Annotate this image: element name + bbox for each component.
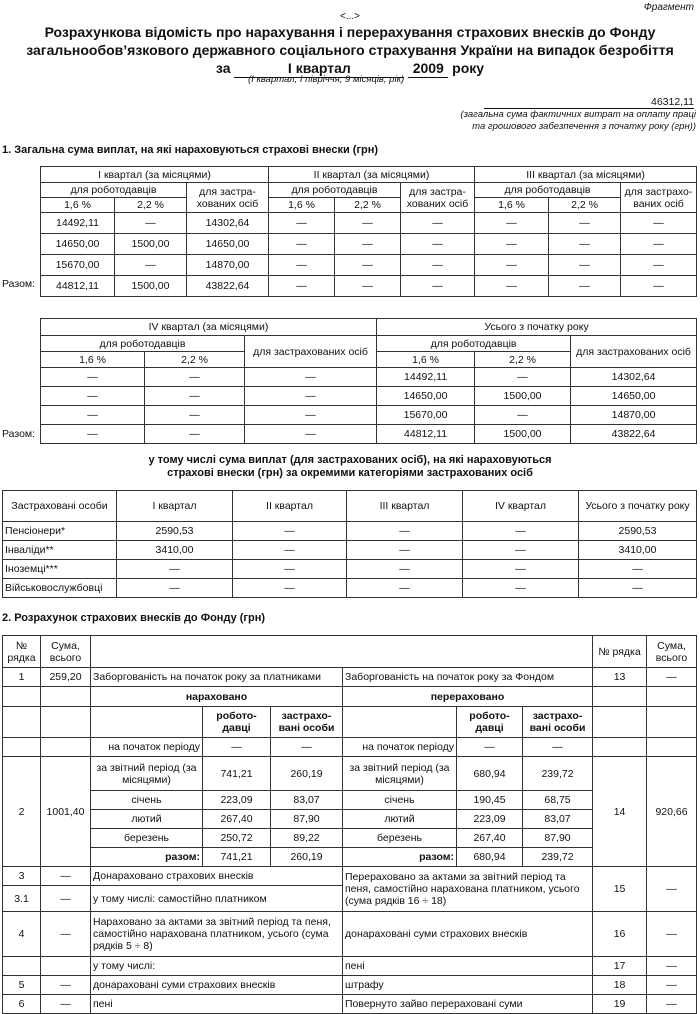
cell [3,687,41,707]
table-row [3,541,697,560]
row-text: Перераховано за актами за звітний період та пеня, самостійно нарахована платником, усього (сума рядків 16 ÷ 18) [343,867,593,912]
cell: 741,21 [203,848,271,867]
table-row [3,687,697,707]
section2-title: 2. Розрахунок страхових внесків до Фонду (грн) [2,612,266,624]
row-text: пені [91,995,343,1014]
month-label: січень [343,791,457,810]
cell: 741,21 [203,757,271,791]
cell: — [41,368,145,387]
accrued-header: нараховано [91,687,343,707]
cell: 250,72 [203,829,271,848]
cell: 14302,64 [187,213,269,234]
cell [41,738,91,757]
table-row [3,560,697,579]
cell: — [245,406,377,425]
q1-employers: для роботодавців [41,183,187,198]
table-row [41,213,697,234]
cell: — [621,213,697,234]
rate-2-2: 2,2 % [145,352,245,368]
table-row [3,579,697,598]
table-row [3,957,697,976]
cell: 14650,00 [187,234,269,255]
title-line-2: загальнообов’язкового державного соціального страхування України на випадок безробіття [26,42,674,58]
rate-1-6: 1,6 % [269,198,335,213]
cell: — [523,738,593,757]
fragment-label: Фрагмент [643,2,694,13]
insured-header: застрахо- вані особи [271,707,343,738]
col-q2: II квартал [233,491,347,522]
cell: — [115,255,187,276]
cell: — [335,255,401,276]
table-row [41,368,697,387]
cell: 239,72 [523,757,593,791]
q1-header: I квартал (за місяцями) [41,167,269,183]
cell: 190,45 [457,791,523,810]
cell: 3410,00 [579,541,697,560]
row-no: 6 [3,995,41,1014]
row-text: Заборгованість на початок року за Фондом [343,668,593,687]
table-row [3,738,697,757]
row-no: 3.1 [3,886,41,912]
month-label: лютий [343,810,457,829]
cell: 83,07 [523,810,593,829]
category-name: Військовослужбовці [3,579,117,598]
row-no: 18 [593,976,647,995]
row-text: Повернуто зайво перераховані суми [343,995,593,1014]
cell: 267,40 [457,829,523,848]
categories-table [2,490,697,598]
employers-header: робото- давці [457,707,523,738]
row-text: штрафу [343,976,593,995]
table-row [3,912,697,957]
row-sum: 1001,40 [41,757,91,867]
title-roku: року [452,60,485,76]
cell: — [621,255,697,276]
row-text: донараховані суми страхових внесків [343,912,593,957]
cell: 1500,00 [115,276,187,297]
cell: — [145,406,245,425]
cell: — [579,560,697,579]
cell: — [245,368,377,387]
category-name: Пенсіонери* [3,522,117,541]
cell: — [335,213,401,234]
category-name: Іноземці*** [3,560,117,579]
cell: — [245,425,377,444]
rate-2-2: 2,2 % [475,352,571,368]
col-q4: IV квартал [463,491,579,522]
row-sum: 920,66 [647,757,697,867]
section1-title: 1. Загальна сума виплат, на які нараховуються страхові внески (грн) [2,144,379,156]
rate-1-6: 1,6 % [41,352,145,368]
col-persons: Застраховані особи [3,491,117,522]
period-hint: (I квартал, I півріччя, 9 місяців, рік) [248,74,405,85]
cell: — [41,387,145,406]
cell: — [347,579,463,598]
cell: — [475,234,549,255]
rate-2-2: 2,2 % [335,198,401,213]
total-label-b: Разом: [2,428,36,440]
row-no: 15 [593,867,647,912]
q1-insured: для застра- хованих осіб [187,183,269,213]
month-label: січень [91,791,203,810]
cell: — [475,255,549,276]
cell: — [457,738,523,757]
total-label: разом: [91,848,203,867]
cell: — [335,234,401,255]
cell: 223,09 [457,810,523,829]
total-label: разом: [343,848,457,867]
q3-employers: для роботодавців [475,183,621,198]
table-row-total [3,848,697,867]
cell: — [463,579,579,598]
row-text: Нараховано за актами за звітний період та пеня, самостійно нарахована платником, усього (сума рядків 5 ÷ 8) [91,912,343,957]
q3-header: III квартал (за місяцями) [475,167,697,183]
cell [593,687,647,707]
cell: 15670,00 [41,255,115,276]
row-text: на початок періоду [343,738,457,757]
row-no: 17 [593,957,647,976]
cell [647,738,697,757]
row-no: 19 [593,995,647,1014]
cell: — [621,234,697,255]
cell: — [145,425,245,444]
cell: 1500,00 [115,234,187,255]
cell: — [549,234,621,255]
cell: 14870,00 [571,406,697,425]
ytd-insured: для застрахованих осіб [571,336,697,368]
cell: — [475,276,549,297]
month-label: лютий [91,810,203,829]
cell: 1500,00 [475,387,571,406]
cell: — [245,387,377,406]
cell: 14492,11 [377,368,475,387]
rate-1-6: 1,6 % [377,352,475,368]
cell [91,707,203,738]
q4-header: IV квартал (за місяцями) [41,319,377,336]
cell: — [463,541,579,560]
cell [3,738,41,757]
q2-insured: для застра- хованих осіб [401,183,475,213]
cell: — [401,213,475,234]
cell: — [269,213,335,234]
cell: 44812,11 [377,425,475,444]
cell: — [401,234,475,255]
row-text: Донараховано страхових внесків [91,867,343,886]
cell: — [41,406,145,425]
table-row [3,976,697,995]
row-text: за звітний період (за місяцями) [343,757,457,791]
table-row [41,255,697,276]
row-text: пені [343,957,593,976]
table-row [41,406,697,425]
q3-insured: для застрахо- ваних осіб [621,183,697,213]
cell: — [549,255,621,276]
ytd-employers: для роботодавців [377,336,571,352]
cell: — [271,738,343,757]
q4-employers: для роботодавців [41,336,245,352]
cell: — [233,522,347,541]
payments-table-q4-ytd [40,318,697,444]
cell: 3410,00 [117,541,233,560]
col-sum: Сума, всього [41,636,91,668]
cell: — [41,425,145,444]
cell: — [233,579,347,598]
row-sum: — [41,995,91,1014]
row-text: Заборгованість на початок року за платниками [91,668,343,687]
row-no: 3 [3,867,41,886]
cell: — [401,255,475,276]
cell [593,738,647,757]
cell [3,707,41,738]
title-za: за [215,60,231,76]
period-value: I квартал [234,59,404,78]
cell: — [233,560,347,579]
cell: — [463,522,579,541]
cell: 14650,00 [41,234,115,255]
row-sum: — [647,912,697,957]
cell: 43822,64 [571,425,697,444]
row-sum: — [647,995,697,1014]
col-row-no-right: № рядка [593,636,647,668]
cell: — [463,560,579,579]
table-row [41,387,697,406]
col-ytd: Усього з початку року [579,491,697,522]
row-sum: — [647,668,697,687]
cell: — [145,368,245,387]
cell: 14650,00 [377,387,475,406]
row-no: 13 [593,668,647,687]
cell: — [335,276,401,297]
row-text: донараховані суми страхових внесків [91,976,343,995]
table-row [3,668,697,687]
cell: — [347,522,463,541]
row-sum: — [41,976,91,995]
payments-table-q1-q3 [40,166,697,297]
table-row [3,867,697,886]
rate-1-6: 1,6 % [475,198,549,213]
q2-employers: для роботодавців [269,183,401,198]
cell: — [347,560,463,579]
cell: 223,09 [203,791,271,810]
row-no: 2 [3,757,41,867]
cell: 2590,53 [117,522,233,541]
title-line-1: Розрахункова відомість про нарахування і перерахування страхових внесків до Фонду [44,24,656,40]
categories-title-1: у тому числі сума виплат (для застрахованих осіб), на які нараховуються [148,454,552,466]
q2-header: II квартал (за місяцями) [269,167,475,183]
table-row-total [41,425,697,444]
cell: — [233,541,347,560]
cell: 260,19 [271,848,343,867]
row-sum: — [647,957,697,976]
year-value: 2009 [408,59,448,78]
table-row [3,757,697,791]
header-blank [91,636,593,668]
cell [41,687,91,707]
cell: 87,90 [271,810,343,829]
category-name: Інваліди** [3,541,117,560]
cell: 14302,64 [571,368,697,387]
cell: — [549,276,621,297]
row-sum: — [41,886,91,912]
rate-2-2: 2,2 % [549,198,621,213]
row-text: за звітний період (за місяцями) [91,757,203,791]
cell: 267,40 [203,810,271,829]
row-text: у тому числі: самостійно платником [91,886,343,912]
row-sum: — [41,867,91,886]
contributions-table [2,635,697,1014]
row-text: на початок періоду [91,738,203,757]
row-sum: — [647,867,697,912]
cell: 87,90 [523,829,593,848]
row-sum: — [41,912,91,957]
cell: 239,72 [523,848,593,867]
cell: — [621,276,697,297]
cell: — [203,738,271,757]
col-sum-right: Сума, всього [647,636,697,668]
total-costs-note-2: та грошового забезпечення з початку року (грн)) [472,121,696,132]
ytd-header: Усього з початку року [377,319,697,336]
cell [343,707,457,738]
cell: 83,07 [271,791,343,810]
table-row [41,234,697,255]
cell: — [117,560,233,579]
cell: 89,22 [271,829,343,848]
table-row [3,829,697,848]
table-row [3,791,697,810]
total-label-a: Разом: [2,278,36,290]
cell: 44812,11 [41,276,115,297]
cell: — [475,406,571,425]
cell: 2590,53 [579,522,697,541]
cell [41,707,91,738]
cell [3,957,41,976]
table-row [3,707,697,738]
row-no: 4 [3,912,41,957]
cell [647,687,697,707]
cell: — [145,387,245,406]
cell: — [579,579,697,598]
cell: — [115,213,187,234]
month-label: березень [343,829,457,848]
cell: — [347,541,463,560]
row-no: 1 [3,668,41,687]
cell: — [549,213,621,234]
transferred-header: перераховано [343,687,593,707]
cell: 68,75 [523,791,593,810]
cell: 14870,00 [187,255,269,276]
cell [593,707,647,738]
rate-1-6: 1,6 % [41,198,115,213]
cell: — [117,579,233,598]
cell: 1500,00 [475,425,571,444]
cell [41,957,91,976]
insured-header: застрахо- вані особи [523,707,593,738]
cell: 680,94 [457,848,523,867]
row-no: 14 [593,757,647,867]
cell: 15670,00 [377,406,475,425]
table-row [3,522,697,541]
cell: 260,19 [271,757,343,791]
cell: 680,94 [457,757,523,791]
employers-header: робото- давці [203,707,271,738]
cell: — [475,213,549,234]
ellipsis: <...> [339,11,360,22]
table-row [3,995,697,1014]
rate-2-2: 2,2 % [115,198,187,213]
cell: — [269,234,335,255]
table-row-total [41,276,697,297]
total-costs-note-1: (загальна сума фактичних витрат на оплату праці [460,109,696,120]
cell: — [269,276,335,297]
row-sum: 259,20 [41,668,91,687]
cell: 43822,64 [187,276,269,297]
table-row [3,810,697,829]
categories-title-2: страхові внески (грн) за окремими категоріями застрахованих осіб [167,467,533,479]
cell [647,707,697,738]
col-q1: I квартал [117,491,233,522]
row-sum: — [647,976,697,995]
month-label: березень [91,829,203,848]
q4-insured: для застрахованих осіб [245,336,377,368]
cell: — [475,368,571,387]
cell: 14650,00 [571,387,697,406]
cell: — [401,276,475,297]
total-costs-value: 46312,11 [484,96,694,109]
col-row-no: № рядка [3,636,41,668]
cell: 14492,11 [41,213,115,234]
col-q3: III квартал [347,491,463,522]
row-no: 5 [3,976,41,995]
cell: — [269,255,335,276]
row-text: у тому числі: [91,957,343,976]
row-no: 16 [593,912,647,957]
